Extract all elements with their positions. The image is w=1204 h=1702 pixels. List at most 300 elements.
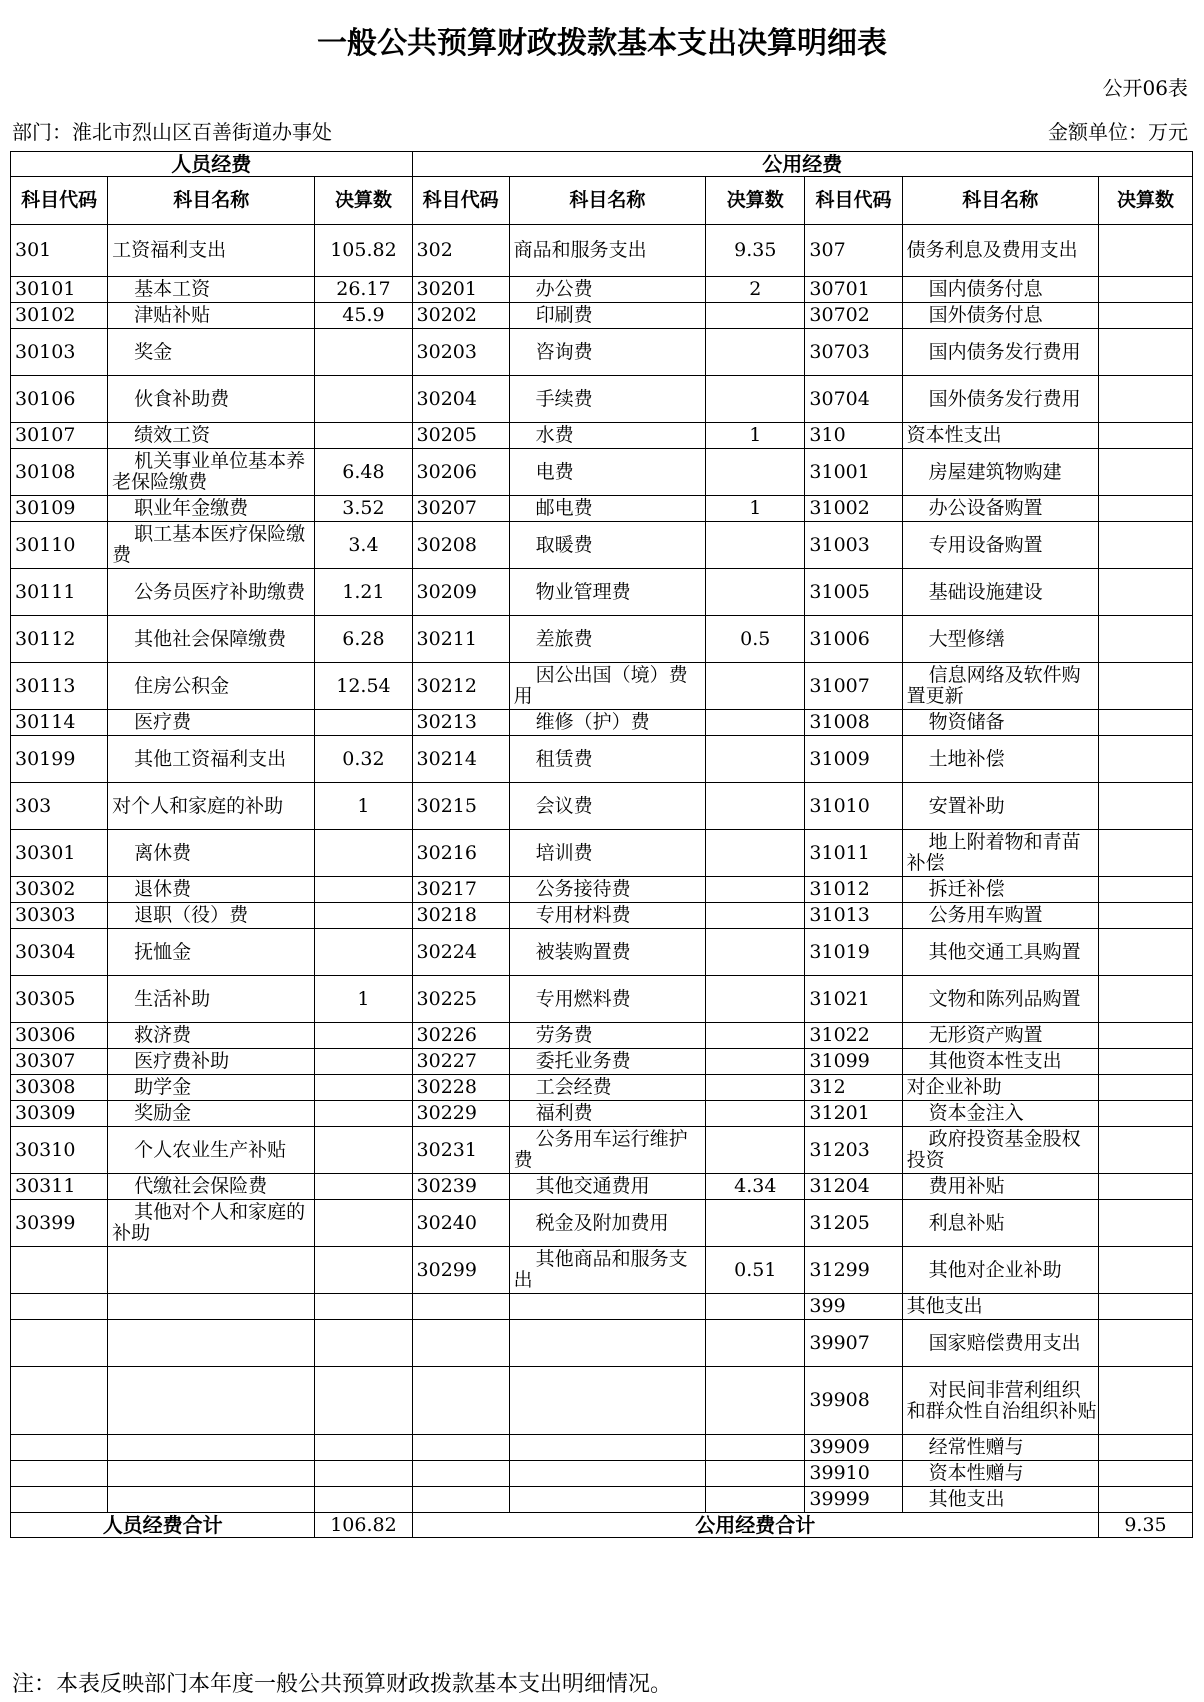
name-cell: 对民间非营利组织和群众性自治组织补贴 xyxy=(902,1367,1098,1435)
code-cell: 30204 xyxy=(412,376,509,423)
code-cell: 30308 xyxy=(11,1075,108,1101)
code-cell: 30103 xyxy=(11,329,108,376)
amount-cell xyxy=(1099,1294,1193,1320)
code-cell: 30113 xyxy=(11,663,108,710)
amount-cell xyxy=(706,783,805,830)
table-row xyxy=(11,1075,1193,1101)
name-cell: 公务接待费 xyxy=(509,877,705,903)
amount-cell: 0.32 xyxy=(315,736,412,783)
amount-cell xyxy=(706,1049,805,1075)
name-cell: 基本工资 xyxy=(108,277,315,303)
amount-cell xyxy=(706,1075,805,1101)
header-name: 科目名称 xyxy=(902,177,1098,225)
name-cell: 无形资产购置 xyxy=(902,1023,1098,1049)
amount-cell xyxy=(1099,1461,1193,1487)
amount-cell xyxy=(706,329,805,376)
code-cell: 30231 xyxy=(412,1127,509,1174)
code-cell: 31002 xyxy=(805,496,902,522)
amount-cell: 4.34 xyxy=(706,1174,805,1200)
name-cell: 物业管理费 xyxy=(509,569,705,616)
name-cell: 对企业补助 xyxy=(902,1075,1098,1101)
name-cell: 其他交通工具购置 xyxy=(902,929,1098,976)
name-cell: 工会经费 xyxy=(509,1075,705,1101)
code-cell: 30111 xyxy=(11,569,108,616)
amount-cell xyxy=(706,710,805,736)
amount-cell: 0.51 xyxy=(706,1247,805,1294)
code-cell: 30704 xyxy=(805,376,902,423)
amount-cell xyxy=(315,1023,412,1049)
table-body xyxy=(11,225,1193,1513)
code-cell: 301 xyxy=(11,225,108,277)
table-row xyxy=(11,783,1193,830)
name-cell: 房屋建筑物购建 xyxy=(902,449,1098,496)
name-cell: 津贴补贴 xyxy=(108,303,315,329)
amount-cell: 26.17 xyxy=(315,277,412,303)
name-cell: 税金及附加费用 xyxy=(509,1200,705,1247)
code-cell: 30306 xyxy=(11,1023,108,1049)
amount-cell xyxy=(315,1487,412,1513)
name-cell: 伙食补助费 xyxy=(108,376,315,423)
name-cell: 个人农业生产补贴 xyxy=(108,1127,315,1174)
amount-cell xyxy=(706,376,805,423)
table-row xyxy=(11,1101,1193,1127)
code-cell: 30106 xyxy=(11,376,108,423)
code-cell: 39910 xyxy=(805,1461,902,1487)
code-cell: 30228 xyxy=(412,1075,509,1101)
amount-cell: 0.5 xyxy=(706,616,805,663)
name-cell: 资本性支出 xyxy=(902,423,1098,449)
code-cell: 31006 xyxy=(805,616,902,663)
name-cell: 安置补助 xyxy=(902,783,1098,830)
name-cell: 物资储备 xyxy=(902,710,1098,736)
code-cell: 30211 xyxy=(412,616,509,663)
amount-cell: 1 xyxy=(706,496,805,522)
code-cell: 30101 xyxy=(11,277,108,303)
code-cell: 30207 xyxy=(412,496,509,522)
code-cell: 30399 xyxy=(11,1200,108,1247)
amount-cell: 1 xyxy=(706,423,805,449)
amount-cell: 6.48 xyxy=(315,449,412,496)
code-cell: 310 xyxy=(805,423,902,449)
amount-cell xyxy=(706,1294,805,1320)
code-cell xyxy=(11,1435,108,1461)
form-number: 公开06表 xyxy=(1102,76,1188,100)
table-row xyxy=(11,903,1193,929)
code-cell: 31299 xyxy=(805,1247,902,1294)
name-cell: 专用设备购置 xyxy=(902,522,1098,569)
name-cell: 工资福利支出 xyxy=(108,225,315,277)
name-cell: 公务用车购置 xyxy=(902,903,1098,929)
code-cell xyxy=(412,1294,509,1320)
amount-cell xyxy=(315,877,412,903)
code-cell: 30201 xyxy=(412,277,509,303)
amount-cell xyxy=(1099,1075,1193,1101)
footnote: 注：本表反映部门本年度一般公共预算财政拨款基本支出明细情况。 xyxy=(12,1672,673,1697)
code-cell xyxy=(11,1367,108,1435)
code-cell: 30203 xyxy=(412,329,509,376)
name-cell: 办公设备购置 xyxy=(902,496,1098,522)
table-row xyxy=(11,496,1193,522)
code-cell: 30304 xyxy=(11,929,108,976)
name-cell xyxy=(509,1294,705,1320)
amount-cell: 45.9 xyxy=(315,303,412,329)
amount-cell xyxy=(315,830,412,877)
code-cell: 30114 xyxy=(11,710,108,736)
code-cell xyxy=(11,1320,108,1367)
name-cell: 其他支出 xyxy=(902,1487,1098,1513)
name-cell: 信息网络及软件购置更新 xyxy=(902,663,1098,710)
code-cell: 30311 xyxy=(11,1174,108,1200)
name-cell: 福利费 xyxy=(509,1101,705,1127)
amount-cell xyxy=(706,929,805,976)
name-cell: 邮电费 xyxy=(509,496,705,522)
code-cell: 30299 xyxy=(412,1247,509,1294)
name-cell: 退职（役）费 xyxy=(108,903,315,929)
name-cell: 医疗费 xyxy=(108,710,315,736)
name-cell: 其他社会保障缴费 xyxy=(108,616,315,663)
amount-cell xyxy=(1099,449,1193,496)
amount-cell xyxy=(1099,1023,1193,1049)
name-cell: 其他商品和服务支出 xyxy=(509,1247,705,1294)
amount-cell: 2 xyxy=(706,277,805,303)
amount-cell xyxy=(706,736,805,783)
name-cell: 其他支出 xyxy=(902,1294,1098,1320)
name-cell: 国内债务付息 xyxy=(902,277,1098,303)
name-cell xyxy=(108,1247,315,1294)
amount-cell xyxy=(706,303,805,329)
amount-cell xyxy=(315,376,412,423)
amount-cell xyxy=(1099,329,1193,376)
code-cell: 30209 xyxy=(412,569,509,616)
code-cell xyxy=(412,1487,509,1513)
code-cell: 39908 xyxy=(805,1367,902,1435)
amount-cell xyxy=(1099,277,1193,303)
table-row xyxy=(11,225,1193,277)
amount-cell xyxy=(706,1101,805,1127)
amount-cell xyxy=(1099,877,1193,903)
table-row xyxy=(11,663,1193,710)
name-cell: 公务用车运行维护费 xyxy=(509,1127,705,1174)
amount-cell xyxy=(706,1435,805,1461)
name-cell: 维修（护）费 xyxy=(509,710,705,736)
name-cell: 取暖费 xyxy=(509,522,705,569)
code-cell: 30309 xyxy=(11,1101,108,1127)
amount-cell xyxy=(1099,1320,1193,1367)
table-row xyxy=(11,522,1193,569)
table-row xyxy=(11,736,1193,783)
amount-cell xyxy=(706,569,805,616)
code-cell: 30310 xyxy=(11,1127,108,1174)
name-cell: 电费 xyxy=(509,449,705,496)
name-cell: 水费 xyxy=(509,423,705,449)
personnel-total-value: 106.82 xyxy=(315,1513,412,1538)
table-row xyxy=(11,929,1193,976)
table-row xyxy=(11,830,1193,877)
code-cell: 30199 xyxy=(11,736,108,783)
name-cell xyxy=(108,1320,315,1367)
code-cell: 31204 xyxy=(805,1174,902,1200)
name-cell: 公务员医疗补助缴费 xyxy=(108,569,315,616)
code-cell: 30239 xyxy=(412,1174,509,1200)
table-row xyxy=(11,1294,1193,1320)
name-cell: 委托业务费 xyxy=(509,1049,705,1075)
amount-cell xyxy=(1099,710,1193,736)
name-cell: 职业年金缴费 xyxy=(108,496,315,522)
name-cell: 大型修缮 xyxy=(902,616,1098,663)
code-cell: 30110 xyxy=(11,522,108,569)
page-title: 一般公共预算财政拨款基本支出决算明细表 xyxy=(317,26,887,61)
name-cell: 其他对企业补助 xyxy=(902,1247,1098,1294)
table-row xyxy=(11,1435,1193,1461)
code-cell: 302 xyxy=(412,225,509,277)
public-total-label: 公用经费合计 xyxy=(412,1513,1098,1538)
code-cell: 30702 xyxy=(805,303,902,329)
code-cell: 30701 xyxy=(805,277,902,303)
name-cell: 国外债务发行费用 xyxy=(902,376,1098,423)
amount-cell xyxy=(315,903,412,929)
amount-cell xyxy=(1099,376,1193,423)
code-cell: 31008 xyxy=(805,710,902,736)
department-label: 部门：淮北市烈山区百善街道办事处 xyxy=(12,120,332,144)
table-row xyxy=(11,1320,1193,1367)
table-row xyxy=(11,1461,1193,1487)
code-cell xyxy=(11,1294,108,1320)
amount-cell xyxy=(1099,303,1193,329)
amount-cell xyxy=(706,1200,805,1247)
amount-cell xyxy=(1099,1127,1193,1174)
amount-cell xyxy=(1099,569,1193,616)
table-row xyxy=(11,277,1193,303)
name-cell: 拆迁补偿 xyxy=(902,877,1098,903)
code-cell: 31013 xyxy=(805,903,902,929)
header-amount: 决算数 xyxy=(706,177,805,225)
name-cell: 住房公积金 xyxy=(108,663,315,710)
amount-cell xyxy=(706,1320,805,1367)
code-cell: 30202 xyxy=(412,303,509,329)
code-cell: 30205 xyxy=(412,423,509,449)
code-cell: 31001 xyxy=(805,449,902,496)
personnel-total-label: 人员经费合计 xyxy=(11,1513,315,1538)
code-cell: 303 xyxy=(11,783,108,830)
header-name: 科目名称 xyxy=(108,177,315,225)
amount-cell xyxy=(315,1127,412,1174)
unit-label: 金额单位：万元 xyxy=(1048,120,1188,144)
table-row xyxy=(11,976,1193,1023)
code-cell: 31201 xyxy=(805,1101,902,1127)
code-cell: 30225 xyxy=(412,976,509,1023)
header-code: 科目代码 xyxy=(412,177,509,225)
name-cell: 被装购置费 xyxy=(509,929,705,976)
code-cell: 31010 xyxy=(805,783,902,830)
name-cell: 生活补助 xyxy=(108,976,315,1023)
code-cell: 31205 xyxy=(805,1200,902,1247)
amount-cell: 3.52 xyxy=(315,496,412,522)
amount-cell xyxy=(315,1367,412,1435)
code-cell: 31003 xyxy=(805,522,902,569)
code-cell: 30208 xyxy=(412,522,509,569)
code-cell: 31005 xyxy=(805,569,902,616)
table-row xyxy=(11,1174,1193,1200)
name-cell: 国外债务付息 xyxy=(902,303,1098,329)
amount-cell: 1 xyxy=(315,976,412,1023)
amount-cell: 3.4 xyxy=(315,522,412,569)
amount-cell xyxy=(315,1075,412,1101)
name-cell: 其他交通费用 xyxy=(509,1174,705,1200)
name-cell xyxy=(509,1367,705,1435)
amount-cell xyxy=(315,423,412,449)
name-cell: 办公费 xyxy=(509,277,705,303)
name-cell: 其他对个人和家庭的补助 xyxy=(108,1200,315,1247)
header-code: 科目代码 xyxy=(11,177,108,225)
name-cell: 助学金 xyxy=(108,1075,315,1101)
code-cell: 30112 xyxy=(11,616,108,663)
name-cell: 退休费 xyxy=(108,877,315,903)
name-cell xyxy=(509,1461,705,1487)
table-row xyxy=(11,303,1193,329)
expenditure-table xyxy=(10,151,1193,1538)
name-cell: 费用补贴 xyxy=(902,1174,1098,1200)
name-cell: 离休费 xyxy=(108,830,315,877)
amount-cell: 12.54 xyxy=(315,663,412,710)
name-cell: 职工基本医疗保险缴费 xyxy=(108,522,315,569)
code-cell: 31009 xyxy=(805,736,902,783)
name-cell: 其他工资福利支出 xyxy=(108,736,315,783)
name-cell xyxy=(108,1294,315,1320)
code-cell: 39999 xyxy=(805,1487,902,1513)
name-cell: 租赁费 xyxy=(509,736,705,783)
code-cell: 30240 xyxy=(412,1200,509,1247)
amount-cell xyxy=(706,830,805,877)
amount-cell xyxy=(315,1435,412,1461)
code-cell: 31019 xyxy=(805,929,902,976)
amount-cell xyxy=(315,1200,412,1247)
name-cell: 培训费 xyxy=(509,830,705,877)
code-cell: 307 xyxy=(805,225,902,277)
name-cell: 会议费 xyxy=(509,783,705,830)
amount-cell xyxy=(1099,929,1193,976)
header-name: 科目名称 xyxy=(509,177,705,225)
amount-cell xyxy=(706,663,805,710)
code-cell: 30229 xyxy=(412,1101,509,1127)
name-cell: 经常性赠与 xyxy=(902,1435,1098,1461)
amount-cell xyxy=(1099,616,1193,663)
name-cell: 地上附着物和青苗补偿 xyxy=(902,830,1098,877)
amount-cell xyxy=(315,1294,412,1320)
amount-cell xyxy=(315,329,412,376)
amount-cell xyxy=(315,1049,412,1075)
name-cell: 机关事业单位基本养老保险缴费 xyxy=(108,449,315,496)
name-cell: 专用材料费 xyxy=(509,903,705,929)
code-cell xyxy=(412,1435,509,1461)
table-row xyxy=(11,1127,1193,1174)
table-row xyxy=(11,423,1193,449)
table-row xyxy=(11,569,1193,616)
code-cell: 30206 xyxy=(412,449,509,496)
header-amount: 决算数 xyxy=(1099,177,1193,225)
amount-cell xyxy=(706,449,805,496)
amount-cell: 1.21 xyxy=(315,569,412,616)
amount-cell xyxy=(706,1127,805,1174)
table-row xyxy=(11,616,1193,663)
name-cell: 救济费 xyxy=(108,1023,315,1049)
code-cell: 31203 xyxy=(805,1127,902,1174)
amount-cell: 6.28 xyxy=(315,616,412,663)
amount-cell xyxy=(1099,496,1193,522)
amount-cell xyxy=(706,1487,805,1513)
amount-cell xyxy=(1099,1174,1193,1200)
amount-cell xyxy=(315,1174,412,1200)
code-cell: 30109 xyxy=(11,496,108,522)
header-amount: 决算数 xyxy=(315,177,412,225)
code-cell: 30226 xyxy=(412,1023,509,1049)
amount-cell: 1 xyxy=(315,783,412,830)
name-cell: 咨询费 xyxy=(509,329,705,376)
table-row xyxy=(11,877,1193,903)
amount-cell xyxy=(315,1101,412,1127)
amount-cell xyxy=(706,522,805,569)
amount-cell xyxy=(315,1247,412,1294)
code-cell: 30302 xyxy=(11,877,108,903)
amount-cell xyxy=(706,1023,805,1049)
table-row xyxy=(11,1049,1193,1075)
amount-cell xyxy=(1099,903,1193,929)
code-cell: 30212 xyxy=(412,663,509,710)
amount-cell xyxy=(1099,1200,1193,1247)
amount-cell xyxy=(1099,830,1193,877)
amount-cell xyxy=(1099,1367,1193,1435)
amount-cell xyxy=(1099,736,1193,783)
amount-cell xyxy=(315,1320,412,1367)
code-cell xyxy=(412,1461,509,1487)
name-cell: 印刷费 xyxy=(509,303,705,329)
name-cell xyxy=(108,1487,315,1513)
code-cell: 30215 xyxy=(412,783,509,830)
amount-cell: 105.82 xyxy=(315,225,412,277)
name-cell: 差旅费 xyxy=(509,616,705,663)
name-cell xyxy=(108,1461,315,1487)
name-cell xyxy=(509,1435,705,1461)
code-cell: 30102 xyxy=(11,303,108,329)
name-cell: 劳务费 xyxy=(509,1023,705,1049)
code-cell: 312 xyxy=(805,1075,902,1101)
amount-cell xyxy=(1099,1049,1193,1075)
amount-cell xyxy=(1099,225,1193,277)
name-cell: 专用燃料费 xyxy=(509,976,705,1023)
amount-cell xyxy=(1099,1487,1193,1513)
code-cell xyxy=(412,1320,509,1367)
code-cell: 30303 xyxy=(11,903,108,929)
code-cell: 39907 xyxy=(805,1320,902,1367)
name-cell: 奖励金 xyxy=(108,1101,315,1127)
code-cell xyxy=(412,1367,509,1435)
amount-cell xyxy=(706,1461,805,1487)
name-cell: 国内债务发行费用 xyxy=(902,329,1098,376)
table-row xyxy=(11,449,1193,496)
name-cell xyxy=(509,1320,705,1367)
table-row xyxy=(11,1487,1193,1513)
name-cell: 抚恤金 xyxy=(108,929,315,976)
code-cell: 31012 xyxy=(805,877,902,903)
code-cell: 30307 xyxy=(11,1049,108,1075)
code-cell: 39909 xyxy=(805,1435,902,1461)
code-cell: 30108 xyxy=(11,449,108,496)
code-cell: 31022 xyxy=(805,1023,902,1049)
amount-cell xyxy=(1099,1435,1193,1461)
name-cell: 政府投资基金股权投资 xyxy=(902,1127,1098,1174)
code-cell: 30213 xyxy=(412,710,509,736)
name-cell: 利息补贴 xyxy=(902,1200,1098,1247)
code-cell: 399 xyxy=(805,1294,902,1320)
